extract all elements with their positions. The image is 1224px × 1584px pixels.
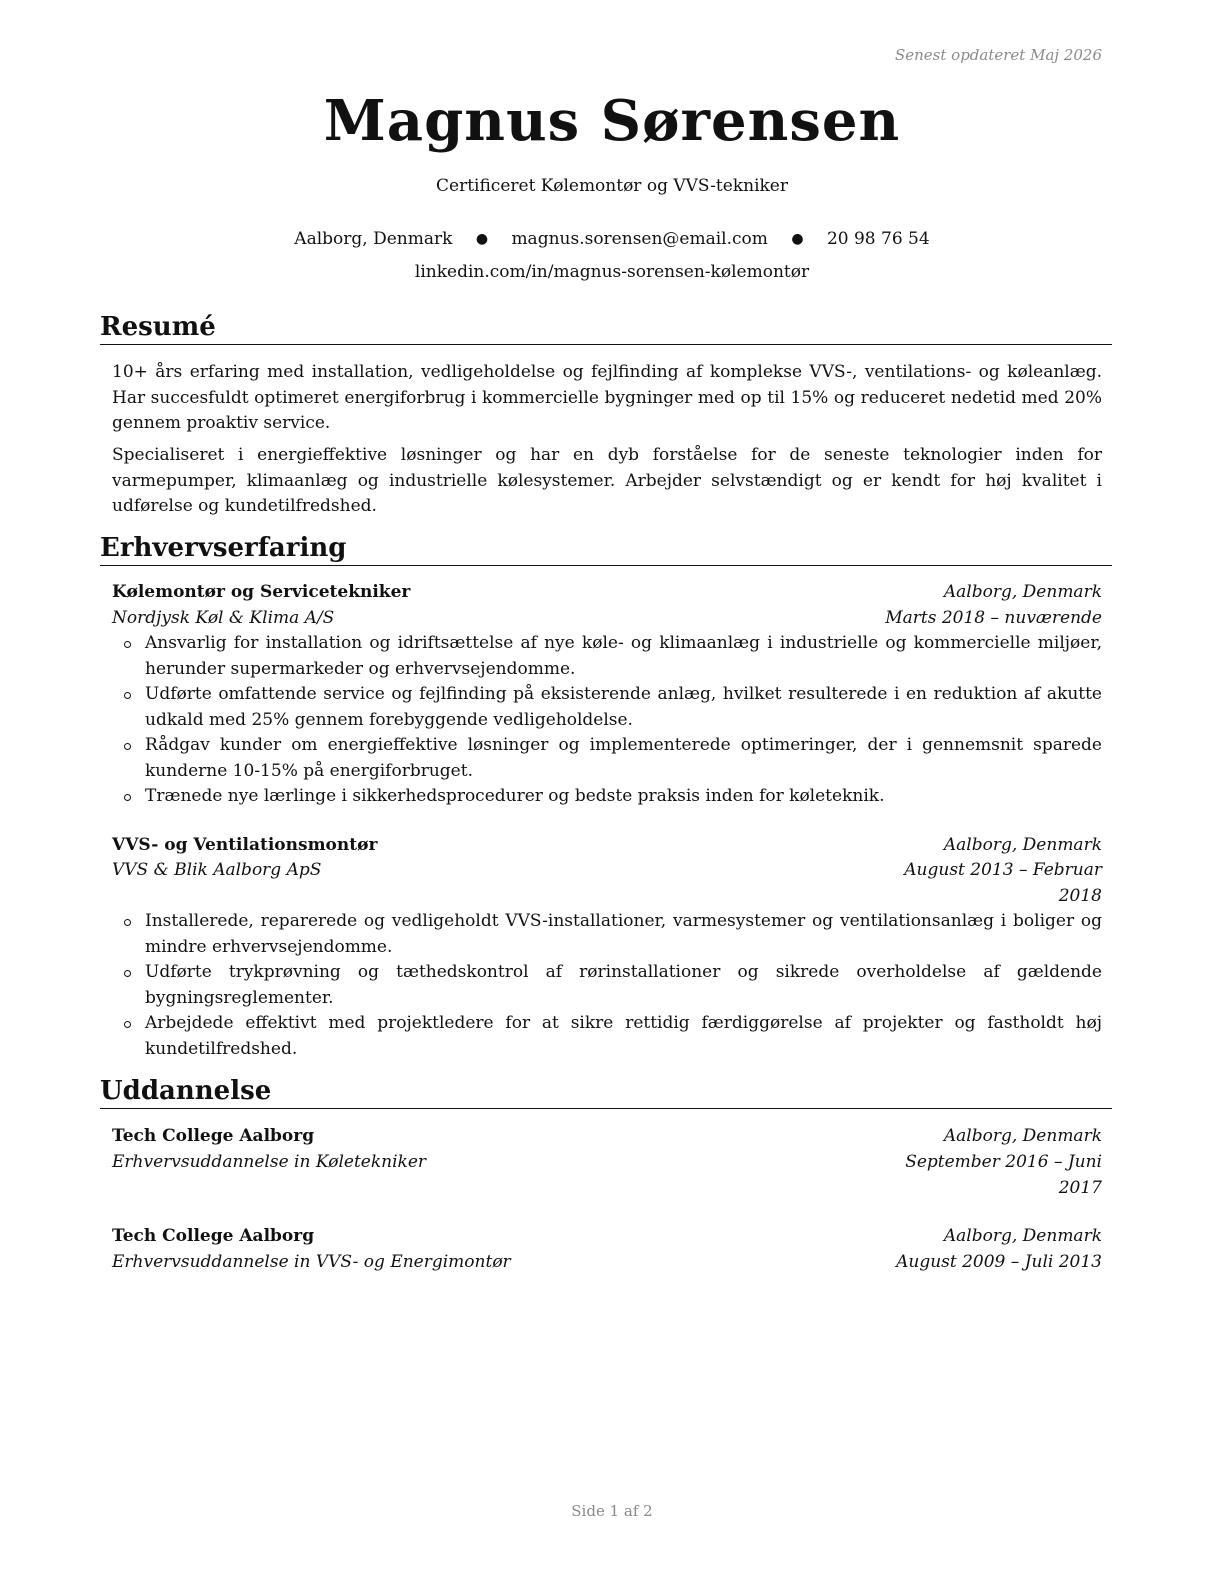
phone-number: 20 98 76 54 bbox=[826, 229, 930, 249]
job-company: Nordjysk Køl & Klima A/S bbox=[112, 608, 335, 628]
education-subheader bbox=[112, 1150, 1102, 1201]
section-title-education: Uddannelse bbox=[100, 1076, 1112, 1109]
job-dates: Marts 2018 – nuværende bbox=[885, 608, 1102, 628]
job-bullets bbox=[112, 909, 1102, 1062]
circle-bullet-icon bbox=[124, 1021, 131, 1028]
school-name: Tech College Aalborg bbox=[112, 1226, 315, 1246]
circle-bullet-icon bbox=[124, 794, 131, 801]
list-item: Trænede nye lærlinge i sikkerhedsprocedurer og bedste praksis inden for køleteknik. bbox=[112, 784, 1102, 810]
job-role: Kølemontør og Servicetekniker bbox=[112, 582, 411, 602]
linkedin-link[interactable]: linkedin.com/in/magnus-sorensen-kølemontør bbox=[414, 262, 810, 282]
education-subheader bbox=[112, 1250, 1102, 1276]
circle-bullet-icon bbox=[124, 970, 131, 977]
job-header bbox=[112, 833, 1102, 859]
contact-line bbox=[0, 229, 1224, 249]
summary-paragraph: 10+ års erfaring med installation, vedligeholdelse og fejlfinding af komplekse VVS-, ventilations- og køleanlæg. Har succesfuldt optimeret energiforbrug i kommercielle bygninger med op til 15% og reduceret nedetid med 20% gennem proaktiv service. bbox=[112, 362, 1102, 433]
bullet-separator-icon: ● bbox=[475, 231, 489, 247]
job-bullets bbox=[112, 631, 1102, 810]
job-role: VVS- og Ventilationsmontør bbox=[112, 835, 378, 855]
list-item: Udførte omfattende service og fejlfinding på eksisterende anlæg, hvilket resulterede i en reduktion af akutte udkald med 25% gennem forebyggende vedligeholdelse. bbox=[112, 682, 1102, 733]
section-title-experience: Erhvervserfaring bbox=[100, 533, 1112, 566]
school-location: Aalborg, Denmark bbox=[943, 1126, 1102, 1146]
job-location: Aalborg, Denmark bbox=[943, 582, 1102, 602]
circle-bullet-icon bbox=[124, 692, 131, 699]
location: Aalborg, Denmark bbox=[294, 229, 453, 249]
education-header bbox=[112, 1124, 1102, 1150]
candidate-name: Magnus Sørensen bbox=[323, 88, 901, 154]
job-subheader bbox=[112, 858, 1102, 909]
list-item: Arbejdede effektivt med projektledere for at sikre rettidig færdiggørelse af projekter og fastholdt høj kundetilfredshed. bbox=[112, 1011, 1102, 1062]
degree: Erhvervsuddannelse in Køletekniker bbox=[112, 1152, 427, 1172]
education-dates: September 2016 – Juni 2017 bbox=[905, 1152, 1102, 1198]
bullet-separator-icon: ● bbox=[791, 231, 804, 247]
last-updated: Senest opdateret Maj 2026 bbox=[894, 46, 1102, 64]
circle-bullet-icon bbox=[124, 641, 131, 648]
degree: Erhvervsuddannelse in VVS- og Energimontør bbox=[112, 1252, 511, 1272]
job-company: VVS & Blik Aalborg ApS bbox=[112, 860, 322, 880]
circle-bullet-icon bbox=[124, 919, 131, 926]
circle-bullet-icon bbox=[124, 743, 131, 750]
education-header bbox=[112, 1224, 1102, 1250]
school-name: Tech College Aalborg bbox=[112, 1126, 315, 1146]
job-header bbox=[112, 580, 1102, 606]
job-location: Aalborg, Denmark bbox=[943, 835, 1102, 855]
job-dates: August 2013 – Februar 2018 bbox=[904, 860, 1102, 906]
education-dates: August 2009 – Juli 2013 bbox=[896, 1252, 1102, 1272]
page-number: Side 1 af 2 bbox=[571, 1502, 653, 1520]
list-item: Installerede, reparerede og vedligeholdt VVS-installationer, varmesystemer og ventilationsanlæg i boliger og mindre erhvervsejendomme. bbox=[112, 909, 1102, 960]
section-title-summary: Resumé bbox=[100, 312, 1112, 345]
list-item: Udførte trykprøvning og tæthedskontrol af rørinstallationer og sikrede overholdelse af gældende bygningsreglementer. bbox=[112, 960, 1102, 1011]
school-location: Aalborg, Denmark bbox=[943, 1226, 1102, 1246]
list-item: Ansvarlig for installation og idriftsættelse af nye køle- og klimaanlæg i industrielle og kommercielle miljøer, herunder supermarkeder og erhvervsejendomme. bbox=[112, 631, 1102, 682]
job-subheader bbox=[112, 606, 1102, 632]
summary-paragraph: Specialiseret i energieffektive løsninger og har en dyb forståelse for de seneste teknologier inden for varmepumper, klimaanlæg og industrielle kølesystemer. Arbejder selvstændigt og er kendt for høj kvalitet i udførelse og kundetilfredshed. bbox=[112, 445, 1102, 516]
email-link[interactable]: magnus.sorensen@email.com bbox=[511, 229, 768, 249]
job-title: Certificeret Kølemontør og VVS-tekniker bbox=[436, 176, 788, 196]
list-item: Rådgav kunder om energieffektive løsninger og implementerede optimeringer, der i gennemsnit sparede kunderne 10-15% på energiforbruget. bbox=[112, 733, 1102, 784]
